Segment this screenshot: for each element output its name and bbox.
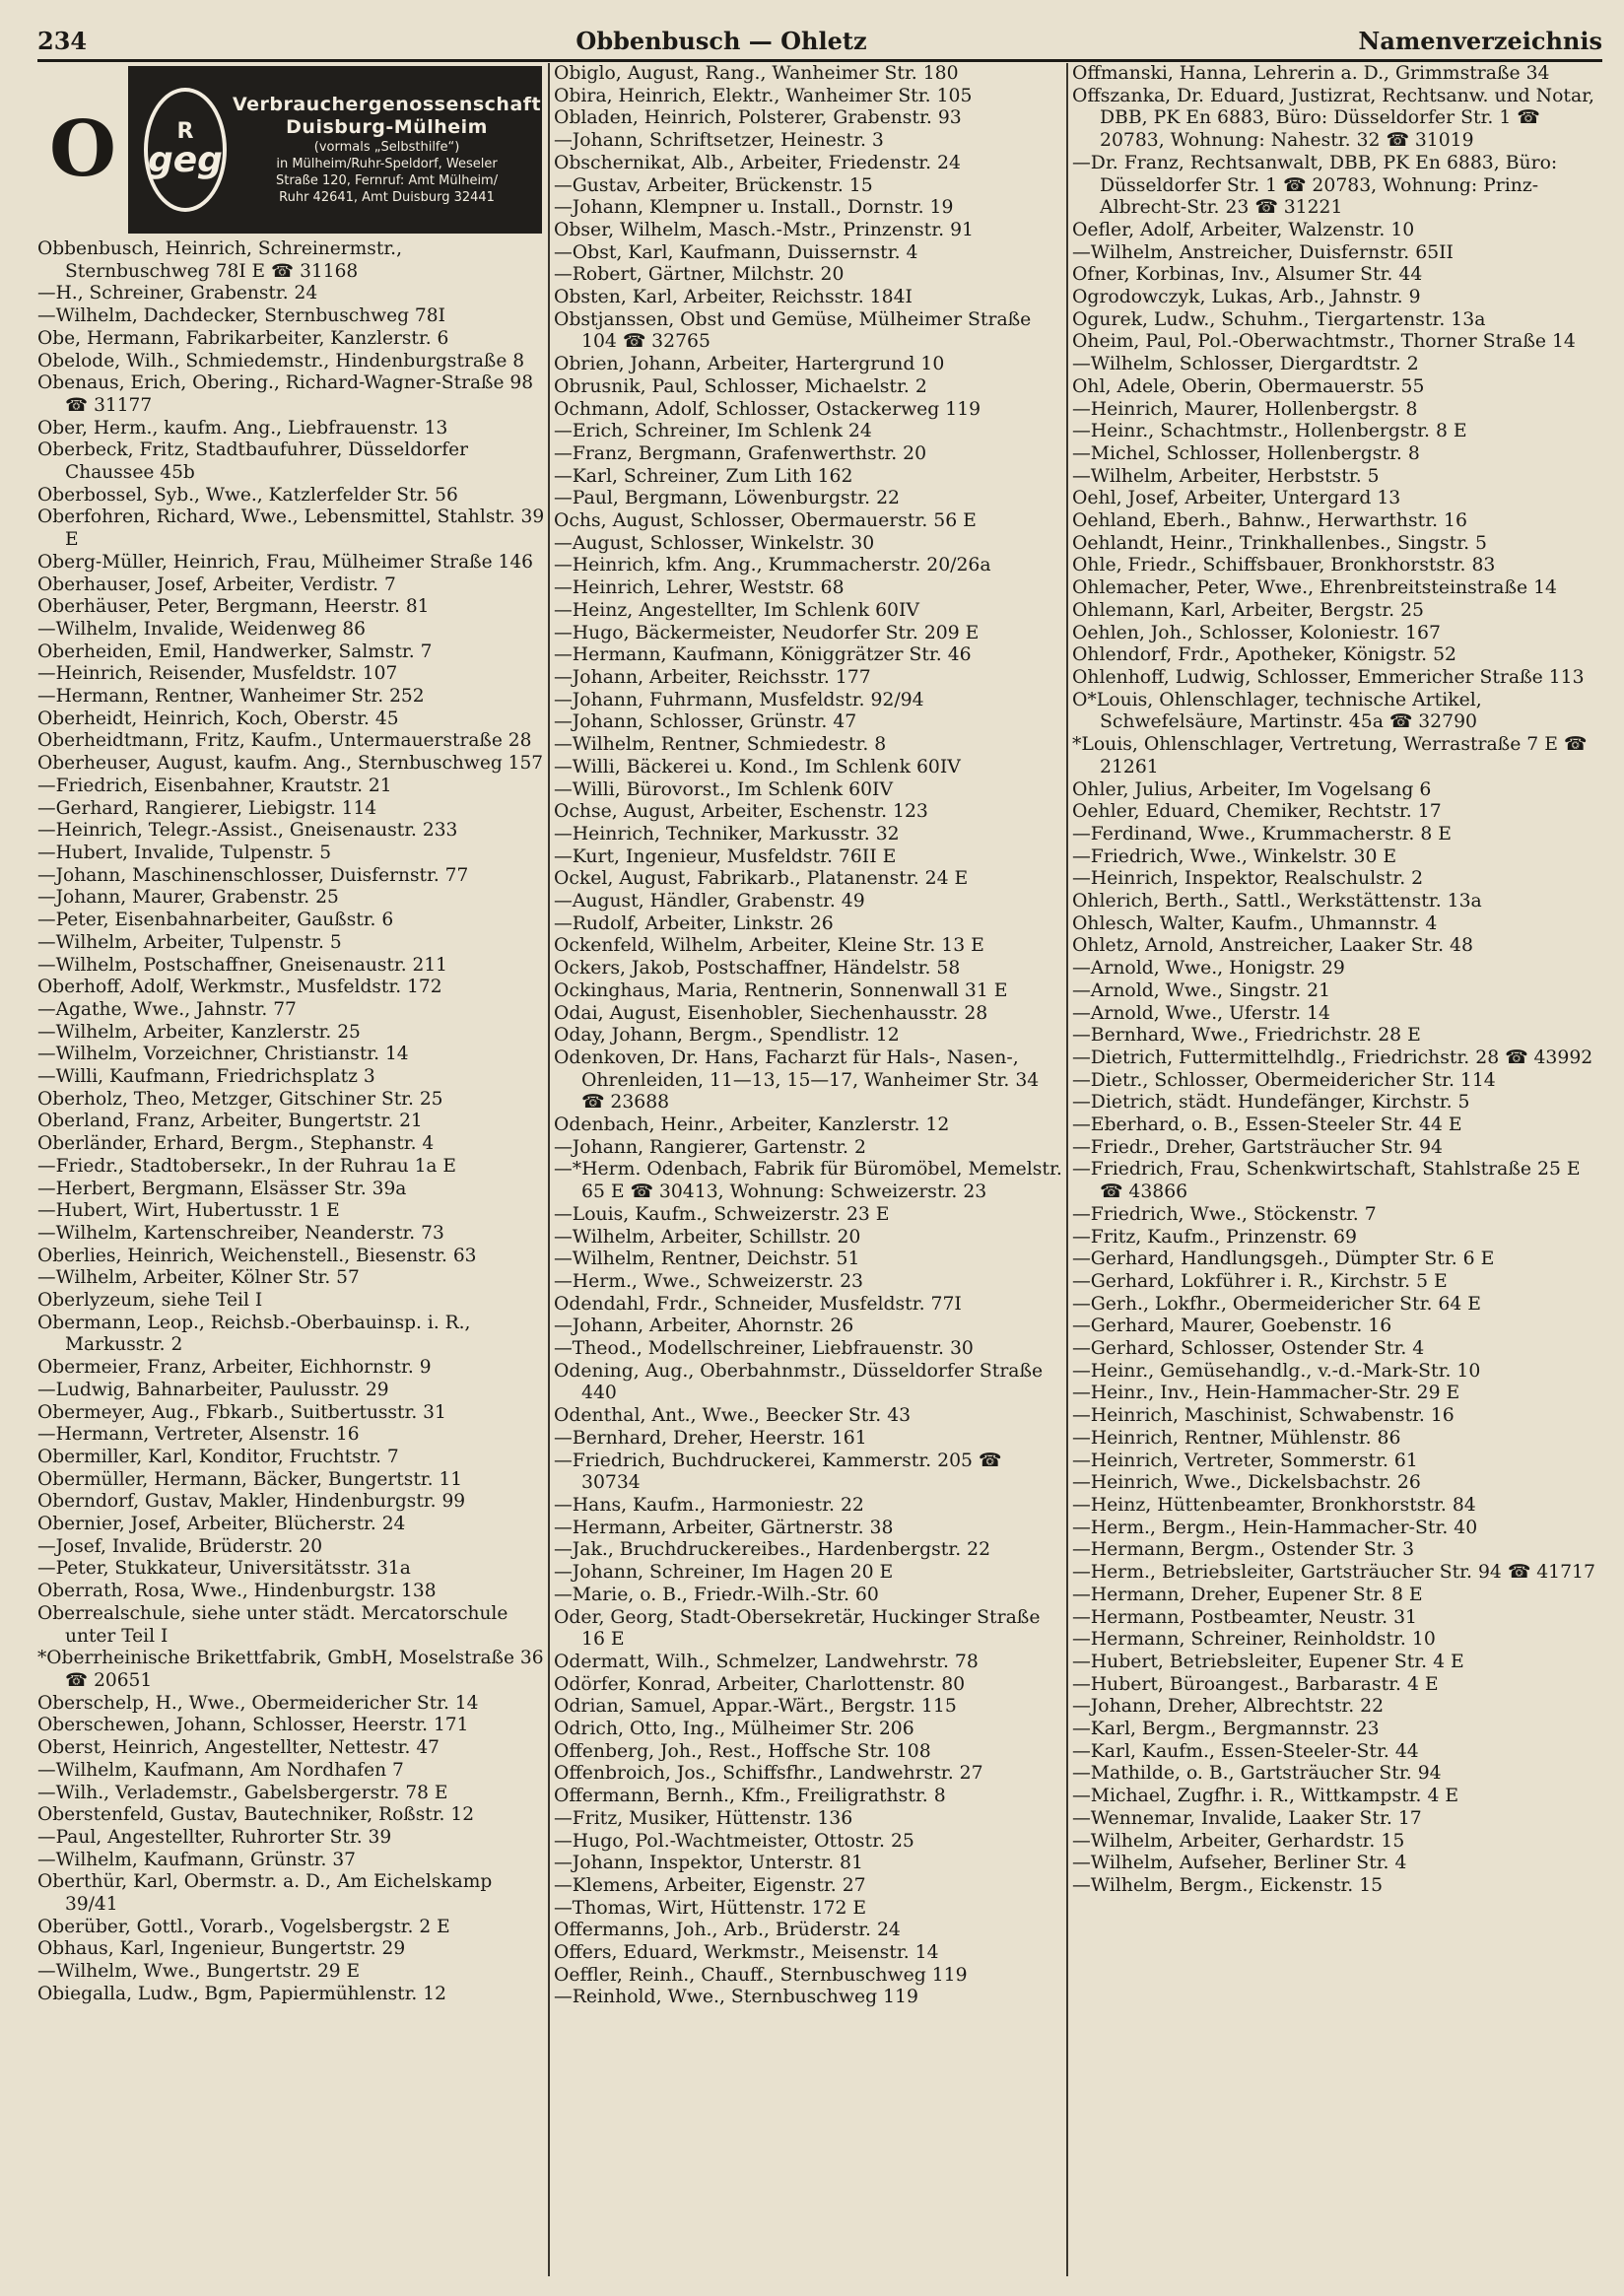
directory-entry: —Ferdinand, Wwe., Krummacherstr. 8 E: [1072, 823, 1452, 844]
directory-entry: —Wilhelm, Arbeiter, Gerhardstr. 15: [1072, 1830, 1405, 1852]
entry-list-column-3: [1072, 63, 1604, 1898]
directory-entry: Oberhäuser, Peter, Bergmann, Heerstr. 81: [37, 596, 430, 618]
directory-entry: —Johann, Dreher, Albrechtstr. 22: [1072, 1696, 1385, 1718]
directory-entry: —Wilhelm, Bergm., Eickenstr. 15: [1072, 1874, 1384, 1896]
directory-entry: —Heinz, Hüttenbeamter, Bronkhorststr. 84: [1072, 1495, 1476, 1516]
directory-entry: —Arnold, Wwe., Uferstr. 14: [1072, 1002, 1330, 1024]
directory-entry: —Wilhelm, Invalide, Weidenweg 86: [37, 618, 366, 640]
directory-entry: —Johann, Schlosser, Grünstr. 47: [554, 711, 857, 733]
directory-entry: Oeffler, Reinh., Chauff., Sternbuschweg 119: [554, 1964, 968, 1986]
directory-entry: —Johann, Arbeiter, Reichsstr. 177: [554, 666, 871, 688]
directory-entry: —Wilhelm, Vorzeichner, Christianstr. 14: [37, 1044, 409, 1065]
directory-entry: —Heinrich, Vertreter, Sommerstr. 61: [1072, 1450, 1418, 1471]
directory-entry: *Louis, Ohlenschlager, Vertretung, Werrastraße 7 E ☎ 21261: [1072, 734, 1588, 777]
directory-entry: —Jak., Bruchdruckereibes., Hardenbergstr. 22: [554, 1539, 991, 1561]
directory-entry: —Heinrich, Rentner, Mühlenstr. 86: [1072, 1427, 1401, 1449]
directory-entry: —August, Schlosser, Winkelstr. 30: [554, 532, 875, 554]
directory-entry: —Heinrich, Maurer, Hollenbergstr. 8: [1072, 398, 1418, 420]
directory-entry: —Johann, Fuhrmann, Musfeldstr. 92/94: [554, 689, 924, 710]
directory-entry: Oberüber, Gottl., Vorarb., Vogelsbergstr. 2 E: [37, 1916, 450, 1937]
directory-entry: —Hubert, Invalide, Tulpenstr. 5: [37, 842, 332, 863]
directory-entry: Ohletz, Arnold, Anstreicher, Laaker Str. 48: [1072, 935, 1473, 957]
directory-entry: Obladen, Heinrich, Polsterer, Grabenstr. 93: [554, 107, 962, 129]
directory-entry: Ohlemann, Karl, Arbeiter, Bergstr. 25: [1072, 599, 1424, 621]
directory-entry: Oehland, Eberh., Bahnw., Herwarthstr. 16: [1072, 510, 1467, 532]
directory-entry: —Friedr., Dreher, Gartsträucher Str. 94: [1072, 1136, 1443, 1158]
directory-entry: Obrusnik, Paul, Schlosser, Michaelstr. 2: [554, 375, 927, 397]
directory-entry: —Johann, Inspektor, Unterstr. 81: [554, 1853, 863, 1874]
directory-entry: —Johann, Arbeiter, Ahornstr. 26: [554, 1316, 854, 1337]
directory-entry: —Willi, Bürovorst., Im Schlenk 60IV: [554, 778, 894, 800]
directory-entry: —Peter, Stukkateur, Universitätsstr. 31a: [37, 1558, 411, 1580]
directory-entry: Obermeyer, Aug., Fbkarb., Suitbertusstr. 31: [37, 1401, 446, 1423]
directory-entry: Ohlenhoff, Ludwig, Schlosser, Emmericher Straße 113: [1072, 666, 1585, 688]
directory-entry: Offermann, Bernh., Kfm., Freiligrathstr. 8: [554, 1786, 946, 1807]
directory-entry: Ohle, Friedr., Schiffsbauer, Bronkhorststr. 83: [1072, 555, 1496, 576]
directory-entry: Oberholz, Theo, Metzger, Gitschiner Str. 25: [37, 1088, 443, 1110]
directory-entry: —Friedrich, Frau, Schenkwirtschaft, Stahlstraße 25 E ☎ 43866: [1072, 1159, 1581, 1203]
directory-entry: —Gustav, Arbeiter, Brückenstr. 15: [554, 174, 873, 196]
directory-entry: Ober, Herm., kaufm. Ang., Liebfrauenstr. 13: [37, 417, 448, 439]
directory-entry: Oefler, Adolf, Arbeiter, Walzenstr. 10: [1072, 219, 1415, 240]
directory-entry: Oberländer, Erhard, Bergm., Stephanstr. 4: [37, 1133, 435, 1155]
directory-entry: Obermiller, Karl, Konditor, Fruchtstr. 7: [37, 1446, 399, 1467]
directory-entry: —Johann, Maschinenschlosser, Duisfernstr. 77: [37, 864, 469, 886]
page-title: Obbenbusch — Ohletz: [575, 26, 867, 55]
directory-entry: Odendahl, Frdr., Schneider, Musfeldstr. 77I: [554, 1293, 962, 1315]
directory-entry: —Karl, Schreiner, Zum Lith 162: [554, 465, 853, 487]
directory-entry: Ogurek, Ludw., Schuhm., Tiergartenstr. 13a: [1072, 308, 1486, 330]
directory-entry: Oberst, Heinrich, Angestellter, Nettestr. 47: [37, 1737, 440, 1759]
ad-title-2: Duisburg-Mülheim: [286, 116, 488, 138]
directory-entry: —Arnold, Wwe., Honigstr. 29: [1072, 958, 1345, 979]
directory-entry: Odörfer, Konrad, Arbeiter, Charlottenstr. 80: [554, 1673, 966, 1695]
directory-entry: Obenaus, Erich, Obering., Richard-Wagner-Straße 98 ☎ 31177: [37, 372, 534, 416]
directory-entry: Oberndorf, Gustav, Makler, Hindenburgstr. 99: [37, 1491, 466, 1513]
logo-top-text: R: [176, 119, 194, 144]
directory-entry: —Johann, Klempner u. Install., Dornstr. 19: [554, 197, 954, 219]
directory-entry: Ohl, Adele, Oberin, Obermauerstr. 55: [1072, 375, 1425, 397]
directory-entry: —Obst, Karl, Kaufmann, Duissernstr. 4: [554, 241, 918, 263]
directory-entry: —Hermann, Vertreter, Alsenstr. 16: [37, 1424, 360, 1446]
directory-entry: Obira, Heinrich, Elektr., Wanheimer Str. 105: [554, 85, 973, 106]
page-number: 234: [37, 26, 88, 55]
directory-entry: Oehlandt, Heinr., Trinkhallenbes., Singstr. 5: [1072, 532, 1488, 554]
ad-line-2: in Mülheim/Ruhr-Speldorf, Weseler: [276, 157, 498, 171]
directory-entry: —Herm., Wwe., Schweizerstr. 23: [554, 1270, 863, 1292]
directory-entry: Oberheiden, Emil, Handwerker, Salmstr. 7: [37, 641, 433, 662]
directory-entry: —Willi, Kaufmann, Friedrichsplatz 3: [37, 1066, 375, 1088]
directory-entry: Offszanka, Dr. Eduard, Justizrat, Rechtsanw. und Notar, DBB, PK En 6883, Büro: Düsseldorfer Str. 1 ☎ 20783, Wohnung: Nahestr. 32 ☎ 31019: [1072, 85, 1595, 152]
directory-entry: —Franz, Bergmann, Grafenwerthstr. 20: [554, 442, 927, 464]
directory-entry: —Wilhelm, Arbeiter, Tulpenstr. 5: [37, 931, 342, 953]
directory-entry: —Gerhard, Schlosser, Ostender Str. 4: [1072, 1338, 1425, 1360]
directory-entry: Ohlendorf, Frdr., Apotheker, Königstr. 52: [1072, 644, 1456, 666]
directory-entry: —Herm., Betriebsleiter, Gartsträucher Str. 94 ☎ 41717: [1072, 1562, 1595, 1584]
directory-entry: Oberbeck, Fritz, Stadtbaufuhrer, Düsseldorfer Chaussee 45b: [37, 439, 468, 484]
directory-entry: —Wilhelm, Rentner, Schmiedestr. 8: [554, 734, 887, 756]
directory-entry: —Herm., Bergm., Hein-Hammacher-Str. 40: [1072, 1517, 1478, 1538]
directory-entry: Offenbroich, Jos., Schiffsfhr., Landwehrstr. 27: [554, 1763, 983, 1785]
directory-entry: —Wilhelm, Arbeiter, Kölner Str. 57: [37, 1267, 360, 1289]
directory-entry: —Johann, Schriftsetzer, Heinestr. 3: [554, 130, 884, 152]
directory-entry: —Josef, Invalide, Brüderstr. 20: [37, 1535, 323, 1557]
directory-entry: —Wilh., Verlademstr., Gabelsbergerstr. 78 E: [37, 1782, 448, 1803]
directory-entry: Obermüller, Hermann, Bäcker, Bungertstr. 11: [37, 1468, 463, 1490]
directory-entry: —Dietrich, städt. Hundefänger, Kirchstr. 5: [1072, 1092, 1470, 1114]
directory-entry: Oberbossel, Syb., Wwe., Katzlerfelder Str. 56: [37, 484, 458, 506]
ad-line-3: Straße 120, Fernruf: Amt Mülheim/: [275, 173, 499, 188]
directory-entry: —Theod., Modellschreiner, Liebfrauenstr. 30: [554, 1338, 974, 1360]
directory-entry: Odenkoven, Dr. Hans, Facharzt für Hals-, Nasen-, Ohrenleiden, 11—13, 15—17, Wanheimer Str. 34 ☎ 23688: [554, 1047, 1040, 1114]
directory-entry: Oberheidt, Heinrich, Koch, Oberstr. 45: [37, 708, 399, 729]
directory-entry: —Friedrich, Wwe., Winkelstr. 30 E: [1072, 845, 1397, 867]
advertisement: [128, 66, 542, 234]
directory-entry: —Heinrich, Techniker, Markusstr. 32: [554, 823, 900, 844]
directory-entry: Ochs, August, Schlosser, Obermauerstr. 56 E: [554, 510, 977, 532]
directory-entry: —Louis, Kaufm., Schweizerstr. 23 E: [554, 1203, 890, 1225]
directory-entry: Offermanns, Joh., Arb., Brüderstr. 24: [554, 1920, 901, 1941]
directory-entry: Obsten, Karl, Arbeiter, Reichsstr. 184I: [554, 287, 913, 308]
directory-entry: Ockinghaus, Maria, Rentnerin, Sonnenwall 31 E: [554, 979, 1008, 1001]
ad-line-4: Ruhr 42641, Amt Duisburg 32441: [279, 190, 495, 205]
directory-entry: —Gerhard, Lokführer i. R., Kirchstr. 5 E: [1072, 1270, 1448, 1292]
directory-entry: Oday, Johann, Bergm., Spendlistr. 12: [554, 1025, 900, 1047]
directory-entry: —Heinrich, Lehrer, Weststr. 68: [554, 577, 845, 599]
directory-entry: Odai, August, Eisenhobler, Siechenhausstr. 28: [554, 1002, 988, 1024]
directory-entry: —Johann, Schreiner, Im Hagen 20 E: [554, 1562, 894, 1584]
directory-entry: Oder, Georg, Stadt-Obersekretär, Huckinger Straße 16 E: [554, 1606, 1041, 1651]
directory-entry: —Willi, Bäckerei u. Kond., Im Schlenk 60IV: [554, 756, 961, 777]
directory-entry: Odenthal, Ant., Wwe., Beecker Str. 43: [554, 1405, 912, 1427]
directory-entry: —Hermann, Kaufmann, Königgrätzer Str. 46: [554, 644, 972, 666]
directory-entry: *Oberrheinische Brikettfabrik, GmbH, Moselstraße 36 ☎ 20651: [37, 1648, 544, 1691]
directory-entry: —Rudolf, Arbeiter, Linkstr. 26: [554, 912, 834, 934]
directory-entry: Obser, Wilhelm, Masch.-Mstr., Prinzenstr. 91: [554, 219, 974, 240]
directory-entry: Ockenfeld, Wilhelm, Arbeiter, Kleine Str. 13 E: [554, 935, 984, 957]
directory-entry: —Heinrich, Inspektor, Realschulstr. 2: [1072, 868, 1424, 890]
directory-entry: Obbenbusch, Heinrich, Schreinermstr., Sternbuschweg 78I E ☎ 31168: [37, 238, 402, 282]
directory-entry: Oberschelp, H., Wwe., Obermeidericher Str. 14: [37, 1692, 479, 1714]
directory-entry: Oberschewen, Johann, Schlosser, Heerstr. 171: [37, 1715, 469, 1736]
directory-entry: Obhaus, Karl, Ingenieur, Bungertstr. 29: [37, 1938, 406, 1960]
directory-entry: Oehl, Josef, Arbeiter, Untergard 13: [1072, 488, 1401, 509]
directory-entry: Oberheuser, August, kaufm. Ang., Sternbuschweg 157: [37, 753, 544, 775]
directory-entry: Offmanski, Hanna, Lehrerin a. D., Grimmstraße 34: [1072, 63, 1550, 84]
directory-entry: —Friedr., Stadtobersekr., In der Ruhrau 1a E: [37, 1155, 457, 1177]
directory-entry: Odermatt, Wilh., Schmelzer, Landwehrstr. 78: [554, 1651, 979, 1672]
logo-main-text: geg: [148, 140, 223, 180]
directory-entry: —Arnold, Wwe., Singstr. 21: [1072, 979, 1331, 1001]
directory-entry: —Hubert, Wirt, Hubertusstr. 1 E: [37, 1200, 340, 1222]
directory-entry: —Hermann, Postbeamter, Neustr. 31: [1072, 1606, 1418, 1628]
letter-and-ad: [37, 63, 546, 236]
ad-title-1: Verbrauchergenossenschaft: [232, 94, 542, 115]
directory-entry: —Hugo, Pol.-Wachtmeister, Ottostr. 25: [554, 1830, 914, 1852]
directory-entry: —Klemens, Arbeiter, Eigenstr. 27: [554, 1874, 866, 1896]
directory-entry: —Reinhold, Wwe., Sternbuschweg 119: [554, 1987, 918, 2008]
section-title: Namenverzeichnis: [1358, 26, 1602, 55]
directory-entry: —Ludwig, Bahnarbeiter, Paulusstr. 29: [37, 1379, 389, 1400]
directory-entry: —August, Händler, Grabenstr. 49: [554, 891, 865, 912]
directory-entry: —H., Schreiner, Grabenstr. 24: [37, 283, 318, 304]
directory-entry: —Friedrich, Eisenbahner, Krautstr. 21: [37, 775, 392, 796]
entry-list-column-1: [37, 238, 546, 2006]
directory-entry: —Wilhelm, Arbeiter, Herbststr. 5: [1072, 465, 1380, 487]
geg-logo-icon: [144, 88, 227, 212]
directory-entry: —Michel, Schlosser, Hollenbergstr. 8: [1072, 442, 1420, 464]
directory-entry: Obernier, Josef, Arbeiter, Blücherstr. 24: [37, 1514, 406, 1535]
directory-entry: Obermeier, Franz, Arbeiter, Eichhornstr. 9: [37, 1357, 432, 1379]
directory-entry: Oberfohren, Richard, Wwe., Lebensmittel, Stahlstr. 39 E: [37, 506, 545, 551]
directory-entry: —Hubert, Büroangest., Barbarastr. 4 E: [1072, 1673, 1439, 1695]
directory-entry: —Johann, Maurer, Grabenstr. 25: [37, 887, 339, 909]
directory-entry: —Paul, Angestellter, Ruhrorter Str. 39: [37, 1826, 392, 1848]
directory-entry: Oehler, Eduard, Chemiker, Rechtstr. 17: [1072, 801, 1442, 823]
directory-entry: —Karl, Kaufm., Essen-Steeler-Str. 44: [1072, 1740, 1419, 1762]
directory-entry: Ochse, August, Arbeiter, Eschenstr. 123: [554, 801, 928, 823]
directory-entry: —Heinrich, Telegr.-Assist., Gneisenaustr. 233: [37, 820, 458, 842]
directory-entry: —Heinr., Schachtmstr., Hollenbergstr. 8 E: [1072, 421, 1467, 442]
directory-entry: Oberlyzeum, siehe Teil I: [37, 1290, 263, 1312]
directory-entry: —Mathilde, o. B., Gartsträucher Str. 94: [1072, 1763, 1442, 1785]
directory-entry: —Fritz, Kaufm., Prinzenstr. 69: [1072, 1226, 1357, 1248]
directory-entry: Ockel, August, Fabrikarb., Platanenstr. 24 E: [554, 868, 969, 890]
directory-entry: Obelode, Wilh., Schmiedemstr., Hindenburgstraße 8: [37, 350, 525, 371]
directory-entry: —Wilhelm, Aufseher, Berliner Str. 4: [1072, 1853, 1407, 1874]
directory-entry: Oberland, Franz, Arbeiter, Bungertstr. 21: [37, 1111, 423, 1132]
directory-entry: Odenbach, Heinr., Arbeiter, Kanzlerstr. 12: [554, 1114, 950, 1136]
directory-entry: Obschernikat, Alb., Arbeiter, Friedenstr. 24: [554, 152, 961, 173]
directory-entry: O*Louis, Ohlenschlager, technische Artikel, Schwefelsäure, Martinstr. 45a ☎ 32790: [1072, 689, 1482, 733]
column-1: [37, 63, 546, 2276]
directory-entry: Obiglo, August, Rang., Wanheimer Str. 180: [554, 63, 959, 84]
entry-list-column-2: [554, 63, 1064, 2009]
directory-entry: —Hermann, Schreiner, Reinholdstr. 10: [1072, 1629, 1436, 1651]
directory-entry: —Fritz, Musiker, Hüttenstr. 136: [554, 1807, 853, 1829]
directory-entry: —Wilhelm, Kaufmann, Am Nordhafen 7: [37, 1759, 404, 1781]
directory-entry: Oberlies, Heinrich, Weichenstell., Biesenstr. 63: [37, 1245, 477, 1266]
directory-entry: —Heinrich, Reisender, Musfeldstr. 107: [37, 663, 398, 685]
directory-entry: Odrich, Otto, Ing., Mülheimer Str. 206: [554, 1719, 914, 1740]
directory-entry: Oberhauser, Josef, Arbeiter, Verdistr. 7: [37, 574, 396, 595]
directory-entry: —Wilhelm, Dachdecker, Sternbuschweg 78I: [37, 305, 445, 327]
directory-entry: Obiegalla, Ludw., Bgm, Papiermühlenstr. 12: [37, 1983, 446, 2004]
directory-entry: —Bernhard, Dreher, Heerstr. 161: [554, 1427, 867, 1449]
directory-entry: Ogrodowczyk, Lukas, Arb., Jahnstr. 9: [1072, 287, 1421, 308]
directory-entry: —Gerhard, Rangierer, Liebigstr. 114: [37, 797, 377, 819]
ad-line-1: (vormals „Selbsthilfe“): [313, 140, 460, 155]
directory-entry: Oberstenfeld, Gustav, Bautechniker, Roßstr. 12: [37, 1804, 475, 1826]
directory-entry: Ohlerich, Berth., Sattl., Werkstättenstr. 13a: [1072, 891, 1482, 912]
directory-entry: —Heinr., Inv., Hein-Hammacher-Str. 29 E: [1072, 1383, 1460, 1404]
ad-text: [227, 90, 546, 210]
directory-entry: —Robert, Gärtner, Milchstr. 20: [554, 264, 845, 286]
directory-entry: Oberg-Müller, Heinrich, Frau, Mülheimer Straße 146: [37, 551, 533, 573]
directory-entry: —Friedrich, Buchdruckerei, Kammerstr. 205 ☎ 30734: [554, 1450, 1002, 1494]
section-letter: O: [49, 104, 116, 194]
directory-entry: Odening, Aug., Oberbahnmstr., Düsseldorfer Straße 440: [554, 1360, 1044, 1404]
directory-entry: Oberrealschule, siehe unter städt. Mercatorschule unter Teil I: [37, 1602, 508, 1647]
directory-entry: Obe, Hermann, Fabrikarbeiter, Kanzlerstr. 6: [37, 327, 449, 349]
directory-entry: —Heinrich, Maschinist, Schwabenstr. 16: [1072, 1405, 1455, 1427]
directory-entry: Ockers, Jakob, Postschaffner, Händelstr. 58: [554, 958, 961, 979]
directory-entry: Oehlen, Joh., Schlosser, Koloniestr. 167: [1072, 622, 1441, 643]
directory-entry: —Wilhelm, Kaufmann, Grünstr. 37: [37, 1849, 357, 1870]
directory-entry: Oberheidtmann, Fritz, Kaufm., Untermauerstraße 28: [37, 730, 532, 752]
directory-entry: —Dietrich, Futtermittelhdlg., Friedrichstr. 28 ☎ 43992: [1072, 1047, 1593, 1068]
directory-entry: —Karl, Bergm., Bergmannstr. 23: [1072, 1719, 1380, 1740]
directory-entry: —Hugo, Bäckermeister, Neudorfer Str. 209 E: [554, 622, 980, 643]
directory-entry: —Wilhelm, Anstreicher, Duisfernstr. 65II: [1072, 241, 1454, 263]
directory-entry: Oberthür, Karl, Obermstr. a. D., Am Eichelskamp 39/41: [37, 1871, 493, 1916]
directory-entry: —Heinrich, Wwe., Dickelsbachstr. 26: [1072, 1472, 1421, 1494]
directory-entry: Oberhoff, Adolf, Werkmstr., Musfeldstr. 172: [37, 977, 442, 998]
directory-entry: —Eberhard, o. B., Essen-Steeler Str. 44 E: [1072, 1114, 1462, 1136]
directory-entry: —Hermann, Bergm., Ostender Str. 3: [1072, 1539, 1415, 1561]
directory-entry: —Wilhelm, Arbeiter, Schillstr. 20: [554, 1226, 861, 1248]
directory-entry: —Friedrich, Wwe., Stöckenstr. 7: [1072, 1203, 1377, 1225]
directory-entry: —Paul, Bergmann, Löwenburgstr. 22: [554, 488, 900, 509]
directory-entry: —Johann, Rangierer, Gartenstr. 2: [554, 1136, 866, 1158]
directory-entry: Ohler, Julius, Arbeiter, Im Vogelsang 6: [1072, 778, 1432, 800]
directory-entry: Obermann, Leop., Reichsb.-Oberbauinsp. i. R., Markusstr. 2: [37, 1312, 471, 1356]
directory-entry: —Wilhelm, Schlosser, Diergardtstr. 2: [1072, 354, 1419, 375]
directory-entry: —Dietr., Schlosser, Obermeidericher Str. 114: [1072, 1069, 1496, 1091]
directory-entry: Odrian, Samuel, Appar.-Wärt., Bergstr. 115: [554, 1696, 957, 1718]
directory-entry: —Marie, o. B., Friedr.-Wilh.-Str. 60: [554, 1584, 879, 1605]
directory-entry: —Hubert, Betriebsleiter, Eupener Str. 4 E: [1072, 1651, 1464, 1672]
directory-entry: Offenberg, Joh., Rest., Hoffsche Str. 108: [554, 1740, 931, 1762]
directory-entry: Offers, Eduard, Werkmstr., Meisenstr. 14: [554, 1942, 939, 1964]
directory-entry: —Gerhard, Handlungsgeh., Dümpter Str. 6 E: [1072, 1249, 1495, 1270]
directory-entry: —Peter, Eisenbahnarbeiter, Gaußstr. 6: [37, 910, 394, 931]
directory-entry: —Wilhelm, Kartenschreiber, Neanderstr. 73: [37, 1222, 444, 1244]
directory-entry: Ochmann, Adolf, Schlosser, Ostackerweg 119: [554, 398, 981, 420]
directory-entry: —Wennemar, Invalide, Laaker Str. 17: [1072, 1807, 1422, 1829]
directory-entry: Oheim, Paul, Pol.-Oberwachtmstr., Thorner Straße 14: [1072, 331, 1576, 353]
directory-entry: Ohlemacher, Peter, Wwe., Ehrenbreitsteinstraße 14: [1072, 577, 1557, 599]
directory-entry: —Hermann, Rentner, Wanheimer Str. 252: [37, 686, 425, 708]
directory-entry: —Wilhelm, Postschaffner, Gneisenaustr. 211: [37, 954, 448, 976]
directory-entry: —Hermann, Arbeiter, Gärtnerstr. 38: [554, 1517, 894, 1538]
directory-entry: —Hans, Kaufm., Harmoniestr. 22: [554, 1495, 864, 1516]
directory-entry: Oberrath, Rosa, Wwe., Hindenburgstr. 138: [37, 1581, 437, 1602]
directory-entry: —Gerh., Lokfhr., Obermeidericher Str. 64 E: [1072, 1293, 1482, 1315]
directory-entry: —Thomas, Wirt, Hüttenstr. 172 E: [554, 1897, 867, 1919]
directory-entry: —*Herm. Odenbach, Fabrik für Büromöbel, Memelstr. 65 E ☎ 30413, Wohnung: Schweizerstr. 23: [554, 1159, 1062, 1203]
directory-entry: Obstjanssen, Obst und Gemüse, Mülheimer Straße 104 ☎ 32765: [554, 308, 1032, 353]
column-2: [548, 63, 1064, 2276]
directory-entry: —Bernhard, Wwe., Friedrichstr. 28 E: [1072, 1025, 1421, 1047]
directory-entry: —Heinr., Gemüsehandlg., v.-d.-Mark-Str. 10: [1072, 1360, 1481, 1382]
directory-entry: —Agathe, Wwe., Jahnstr. 77: [37, 998, 297, 1020]
directory-entry: —Heinz, Angestellter, Im Schlenk 60IV: [554, 599, 919, 621]
column-3: [1066, 63, 1604, 2276]
directory-entry: —Michael, Zugfhr. i. R., Wittkampstr. 4 E: [1072, 1786, 1459, 1807]
directory-entry: —Wilhelm, Arbeiter, Kanzlerstr. 25: [37, 1021, 361, 1043]
page-header: [37, 22, 1602, 62]
directory-entry: —Gerhard, Maurer, Goebenstr. 16: [1072, 1316, 1392, 1337]
directory-entry: —Dr. Franz, Rechtsanwalt, DBB, PK En 6883, Büro: Düsseldorfer Str. 1 ☎ 20783, Wohnung: Prinz-Albrecht-Str. 23 ☎ 31221: [1072, 152, 1558, 219]
directory-entry: Ofner, Korbinas, Inv., Alsumer Str. 44: [1072, 264, 1423, 286]
directory-entry: —Herbert, Bergmann, Elsässer Str. 39a: [37, 1178, 407, 1199]
directory-entry: —Wilhelm, Rentner, Deichstr. 51: [554, 1249, 860, 1270]
directory-entry: —Wilhelm, Wwe., Bungertstr. 29 E: [37, 1961, 361, 1983]
directory-entry: —Hermann, Dreher, Eupener Str. 8 E: [1072, 1584, 1423, 1605]
directory-entry: Ohlesch, Walter, Kaufm., Uhmannstr. 4: [1072, 912, 1438, 934]
directory-entry: —Kurt, Ingenieur, Musfeldstr. 76II E: [554, 845, 897, 867]
directory-entry: —Heinrich, kfm. Ang., Krummacherstr. 20/26a: [554, 555, 991, 576]
directory-entry: Obrien, Johann, Arbeiter, Hartergrund 10: [554, 354, 945, 375]
directory-entry: —Erich, Schreiner, Im Schlenk 24: [554, 421, 872, 442]
